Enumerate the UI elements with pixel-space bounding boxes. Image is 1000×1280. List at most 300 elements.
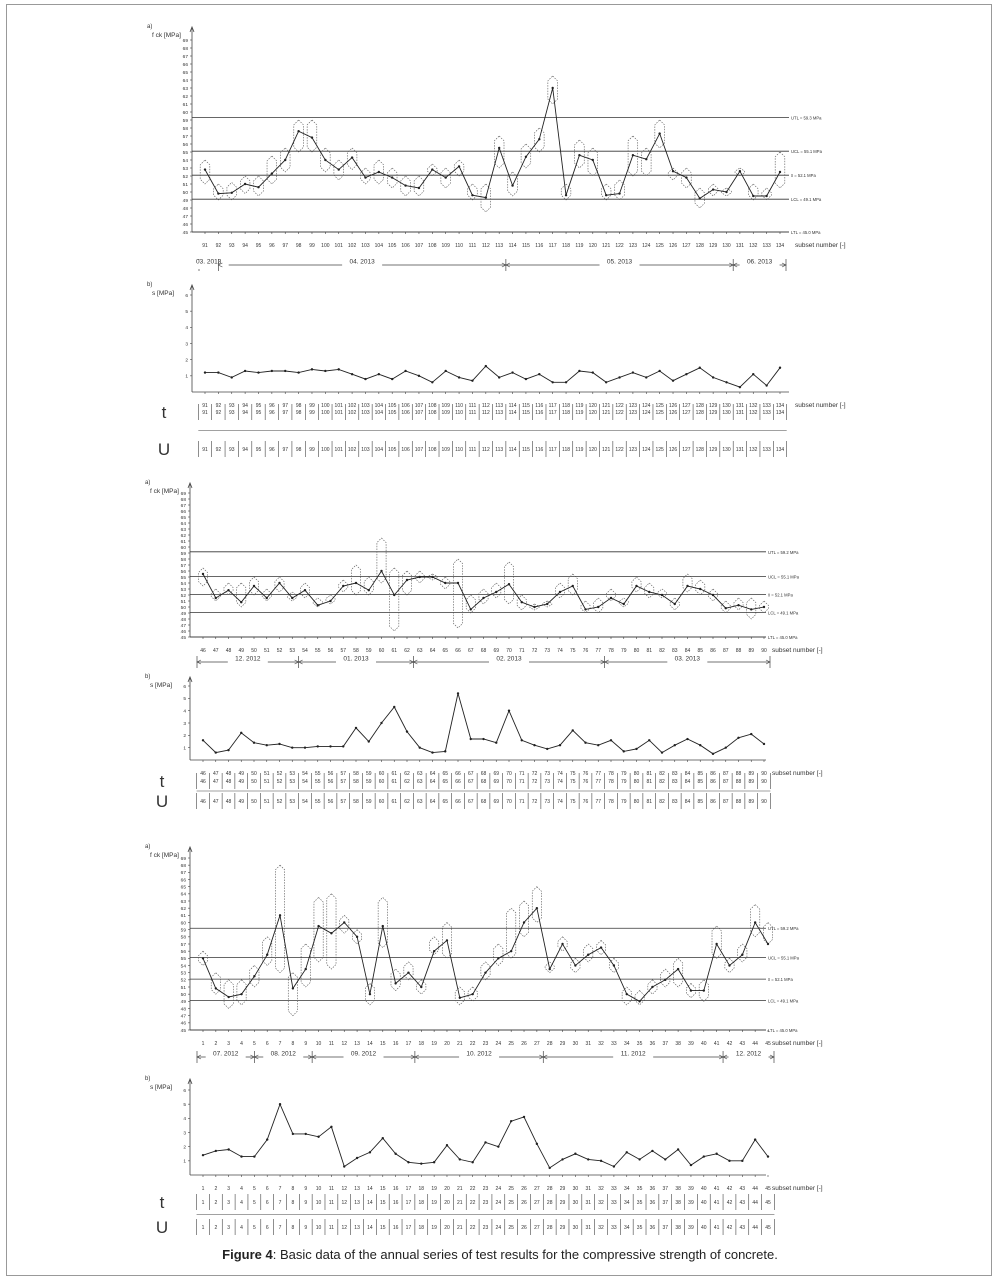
series-b-sd-x-tick-label: 47 (212, 771, 219, 777)
series-b-sd-row-t-cell: 86 (710, 779, 716, 785)
series-c-mean-data-point (317, 925, 319, 927)
series-b-mean-x-tick-label: 87 (722, 648, 729, 654)
series-b-mean-data-point (431, 576, 433, 578)
series-b-sd-x-tick-label: 75 (569, 771, 576, 777)
series-b-sd-row-t-cell: 80 (633, 779, 640, 785)
series-c-mean-data-point (433, 950, 435, 952)
series-c-mean-y-tick-label: 49 (180, 1000, 186, 1006)
series-c-mean-x-tick-label: 11 (328, 1041, 335, 1047)
series-a-sd-data-point (765, 384, 767, 386)
series-a-mean-x-tick-label: 115 (521, 243, 530, 249)
series-b-sd-x-tick-label: 86 (710, 771, 716, 777)
series-a-mean-data-point (685, 176, 687, 178)
series-b-sd-row-t-cell: 82 (659, 779, 665, 785)
series-a-sd-row-t-cell: 109 (441, 410, 450, 416)
series-c-mean-x-tick-label: 7 (278, 1041, 282, 1047)
series-b-sd-x-tick-label: 84 (684, 771, 691, 777)
series-b-sd-row-U-cell: 58 (353, 799, 359, 805)
series-c-sd-row-U-cell: 15 (379, 1225, 386, 1231)
series-b-mean-data-point (266, 597, 268, 599)
series-c-sd-row-U-cell: 7 (278, 1225, 282, 1231)
series-c-sd-row-U-cell: 3 (227, 1225, 231, 1231)
series-a-mean-data-point (458, 165, 460, 167)
series-b-sd-data-point (266, 744, 268, 746)
series-b-sd-row-t-cell: 60 (378, 779, 385, 785)
series-b-mean-period-label: 03. 2013 (674, 655, 700, 663)
series-c-sd-data-point (626, 1151, 628, 1153)
series-a-sd-x-tick-label: 96 (269, 403, 275, 409)
series-b-mean-data-point (457, 582, 459, 584)
series-b-sd-row-U-cell: 74 (557, 799, 563, 805)
series-c-sd-row-t-cell: 23 (482, 1200, 489, 1206)
series-a-sd-x-tick-label: 133 (762, 403, 771, 409)
series-a-sd-x-tick-label: 129 (708, 403, 718, 409)
series-a-sd-x-tick-label: 104 (374, 403, 384, 409)
series-a-mean-data-point (244, 183, 246, 185)
series-a-mean-x-tick-label: 112 (481, 243, 490, 249)
series-c-mean-y-label: f ck [MPa] (150, 852, 179, 859)
series-b-sd-x-tick-label: 60 (378, 771, 385, 777)
series-a-mean-data-point (231, 192, 233, 194)
series-a-sd-data-point (511, 371, 513, 373)
series-c-mean-data-point (664, 979, 666, 981)
series-b-mean-x-tick-label: 68 (480, 648, 487, 654)
series-a-mean-x-tick-label: 98 (295, 243, 302, 249)
series-b-mean-x-tick-label: 84 (684, 648, 691, 654)
series-b-sd-row-U-cell: 53 (289, 799, 296, 805)
series-c-sd-x-tick-label: 12 (341, 1186, 348, 1192)
series-c-sd-row-U-cell: 20 (444, 1225, 450, 1231)
series-c-mean-data-point (266, 954, 268, 956)
series-a-sd-data-point (458, 376, 460, 378)
series-c-sd-row-U-cell: 8 (291, 1225, 295, 1231)
series-a-mean-x-tick-label: 125 (655, 243, 664, 249)
series-b-mean-data-point (355, 582, 357, 584)
series-b-sd-row-t-cell: 67 (467, 779, 474, 785)
series-a-sd-row-t-cell: 117 (548, 410, 557, 416)
series-c-sd-row-U-cell: 30 (572, 1225, 579, 1231)
series-b-mean-range-capsule (326, 595, 335, 604)
series-a-mean-x-tick-label: 120 (588, 243, 597, 249)
series-b-mean-x-tick-label: 73 (544, 648, 551, 654)
series-b-mean-x-tick-label: 62 (404, 648, 410, 654)
series-a-sd-x-tick-label: 108 (428, 403, 437, 409)
series-a-sd-x-tick-label: 109 (441, 403, 450, 409)
series-c-sd-x-tick-label: 15 (379, 1186, 386, 1192)
series-b-mean-data-point (253, 585, 255, 587)
series-c-mean-x-tick-label: 26 (521, 1041, 527, 1047)
series-b-sd-row-t-cell: 63 (416, 779, 423, 785)
series-b-sd-row-t-cell: 83 (671, 779, 678, 785)
series-b-mean-x-tick-label: 60 (378, 648, 385, 654)
series-b-sd-panel-label: b) (145, 674, 151, 680)
series-c-sd-row-t-cell: 31 (585, 1200, 592, 1206)
series-b-mean-data-point (470, 608, 472, 610)
series-c-mean-data-point (459, 997, 461, 999)
series-c-mean-data-point (677, 968, 679, 970)
series-c-mean-limit-label: LTL = 45.0 MPa (768, 1028, 798, 1033)
series-a-sd-data-point (217, 371, 219, 373)
series-a-mean-range-capsule (414, 176, 424, 196)
series-a-sd-row-U-cell: 107 (414, 447, 424, 453)
series-c-sd-data-point (767, 1155, 769, 1157)
series-b-sd-row-U-cell: 46 (200, 799, 206, 805)
series-c-mean-range-capsule (661, 969, 670, 987)
series-c-sd-row-U-cell: 26 (521, 1225, 527, 1231)
series-c-sd-x-tick-label: 43 (739, 1186, 746, 1192)
series-a-sd-data-point (779, 367, 781, 369)
series-a-mean-data-point (204, 168, 206, 170)
series-c-sd-data-point (420, 1162, 422, 1164)
series-b-sd-row-t-cell: 48 (225, 779, 232, 785)
series-b-mean-y-label: f ck [MPa] (150, 488, 179, 495)
series-a-sd-x-tick-label: 117 (548, 403, 557, 409)
series-b-sd-row-U-cell: 72 (531, 799, 538, 805)
series-b-mean-data-point (393, 594, 395, 596)
series-b-mean-y-tick-label: 48 (180, 617, 186, 623)
series-b-mean-y-tick-label: 60 (180, 545, 186, 551)
series-b-mean-data-point (342, 585, 344, 587)
series-b-mean-x-tick-label: 88 (735, 648, 742, 654)
series-b-sd-data-point (215, 751, 217, 753)
series-b-mean-y-tick-label: 58 (180, 557, 186, 563)
series-a-mean-x-tick-label: 129 (708, 243, 718, 249)
series-b-sd-data-point (661, 751, 663, 753)
series-a-mean-data-point (284, 159, 286, 161)
series-c-sd-data-point (330, 1126, 332, 1128)
series-b-sd-data-point (368, 740, 370, 742)
series-c-mean-x-tick-label: 6 (265, 1041, 269, 1047)
series-a-sd-row-t-cell: 91 (202, 410, 208, 416)
series-c-sd-x-tick-label: 9 (304, 1186, 308, 1192)
series-b-mean-x-tick-label: 82 (659, 648, 665, 654)
series-c-sd-row-U-cell: 9 (304, 1225, 308, 1231)
series-b-sd-row-U-cell: 70 (506, 799, 512, 805)
series-b-sd-data-point (674, 744, 676, 746)
series-a-mean-y-tick-label: 64 (182, 78, 188, 84)
series-a-sd-x-tick-label: 100 (321, 403, 330, 409)
series-c-sd-row-U-cell: 32 (598, 1225, 604, 1231)
series-a-sd-row-t-cell: 116 (535, 410, 544, 416)
series-b-mean-data-point (482, 597, 484, 599)
series-b-sd-y-tick-label: 2 (183, 734, 186, 740)
series-b-sd-x-tick-label: 77 (595, 771, 602, 777)
series-c-mean-data-point (305, 968, 307, 970)
series-a-sd-row-U-cell: 123 (628, 447, 638, 453)
series-a-sd-x-tick-label: 102 (347, 403, 357, 409)
series-c-mean-x-tick-label: 23 (482, 1041, 489, 1047)
series-b-mean-data-point (699, 588, 701, 590)
series-b-sd-row-U-label: U (155, 792, 169, 811)
series-b-sd-row-t-cell: 81 (646, 779, 653, 785)
series-c-sd-data-point (292, 1133, 294, 1135)
series-a-sd-row-t-cell: 93 (228, 410, 235, 416)
series-a-sd-data-point (418, 375, 420, 377)
series-b-mean-data-point (304, 589, 306, 591)
series-c-mean-x-tick-label: 2 (214, 1041, 218, 1047)
series-a-sd-row-t-cell: 130 (722, 410, 731, 416)
series-a-sd-x-tick-label: 115 (521, 403, 530, 409)
series-c-sd-data-point (266, 1138, 268, 1140)
series-c-sd-row-t-cell: 19 (431, 1200, 437, 1206)
series-a-mean-data-point (565, 194, 567, 196)
series-c-sd-panel-label: b) (145, 1076, 151, 1082)
series-a-sd-data-point (231, 376, 233, 378)
series-c-mean-range-capsule (314, 897, 323, 962)
series-b-mean-x-tick-label: 71 (518, 648, 525, 654)
series-b-sd-row-t-cell: 52 (276, 779, 283, 785)
series-c-sd-row-t-cell: 17 (405, 1200, 412, 1206)
series-b-mean-x-tick-label: 47 (212, 648, 219, 654)
series-b-sd-x-tick-label: 49 (238, 771, 245, 777)
series-a-mean-period-label: 06. 2013 (746, 258, 773, 266)
series-b-sd-data-point (546, 748, 548, 750)
series-c-mean-data-point (754, 921, 756, 923)
series-b-mean-x-tick-label: 79 (620, 648, 627, 654)
series-c-mean-x-tick-label: 12 (341, 1041, 348, 1047)
series-b-sd-x-tick-label: 58 (353, 771, 359, 777)
series-a-mean-data-point (404, 184, 406, 186)
series-a-sd-data-point (685, 373, 687, 375)
series-b-sd-row-U-cell: 49 (238, 799, 245, 805)
series-b-sd-x-tick-label: 90 (761, 771, 767, 777)
series-c-mean-x-tick-label: 40 (701, 1041, 707, 1047)
series-c-mean-data-point (446, 939, 448, 941)
series-a-sd-row-t-cell: 132 (749, 410, 758, 416)
series-b-sd-x-tick-label: 54 (302, 771, 308, 777)
series-b-sd-row-U-cell: 89 (748, 799, 755, 805)
series-b-mean-range-capsule (734, 598, 743, 610)
series-a-sd-row-U-cell: 133 (762, 447, 771, 453)
series-a-sd-y-tick-label: 5 (185, 309, 188, 315)
series-a-sd-row-t-cell: 100 (321, 410, 330, 416)
series-a-mean-range-capsule (494, 136, 504, 168)
series-c-sd-x-tick-label: 19 (431, 1186, 437, 1192)
series-a-mean-x-tick-label: 99 (309, 243, 315, 249)
series-c-sd-x-tick-label: 13 (354, 1186, 360, 1192)
series-c-mean-x-tick-label: 28 (546, 1041, 553, 1047)
series-a-mean-x-tick-label: 113 (495, 243, 504, 249)
series-b-mean-y-tick-label: 53 (180, 587, 186, 593)
series-a-mean-y-tick-label: 62 (182, 94, 188, 100)
series-a-mean-limit-label: x̄ = 52.1 MPa (791, 173, 816, 179)
series-b-sd-x-tick-label: 68 (480, 771, 487, 777)
series-b-sd-x-tick-label: 59 (365, 771, 372, 777)
series-b-mean-data-point (597, 606, 599, 608)
series-a-sd-x-tick-label: 131 (735, 403, 745, 409)
series-c-sd-data-point (728, 1160, 730, 1162)
series-c-mean-x-tick-label: 13 (354, 1041, 360, 1047)
series-a-mean-y-tick-label: 57 (182, 134, 188, 140)
series-b-sd-row-t-label: t (159, 772, 165, 791)
series-b-sd-row-U-cell: 75 (569, 799, 576, 805)
series-a-mean-y-tick-label: 69 (182, 38, 188, 44)
series-a-mean-range-capsule (748, 184, 758, 200)
series-c-mean-data-point (523, 921, 525, 923)
series-a-sd-x-tick-label: 125 (655, 403, 664, 409)
series-b-sd-data-point (750, 733, 752, 735)
series-c-mean-x-tick-label: 36 (649, 1041, 656, 1047)
series-c-sd-row-U-cell: 33 (611, 1225, 617, 1231)
series-c-sd-data-point (305, 1133, 307, 1135)
series-a-sd-y-tick-label: 4 (185, 326, 188, 332)
series-c-sd-data-point (600, 1160, 602, 1162)
series-a-sd-x-tick-label: 112 (481, 403, 490, 409)
series-a-sd-data-point (498, 376, 500, 378)
series-c-sd-data-point (446, 1144, 448, 1146)
series-b-mean-x-tick-label: 59 (365, 648, 372, 654)
series-b-mean-y-tick-label: 65 (180, 515, 186, 521)
series-a-mean-series-line (205, 88, 780, 198)
series-b-mean-x-tick-label: 61 (391, 648, 398, 654)
series-a-sd-row-t-cell: 134 (775, 410, 785, 416)
series-c-sd-row-t-cell: 27 (534, 1200, 540, 1206)
series-c-sd-x-tick-label: 20 (444, 1186, 450, 1192)
series-a-sd-row-t-cell: 111 (468, 410, 477, 416)
series-a-sd-x-tick-label: 93 (228, 403, 235, 409)
series-c-sd-data-point (317, 1136, 319, 1138)
series-a-sd-row-U-label: U (157, 440, 171, 459)
series-c-mean-data-point (420, 986, 422, 988)
series-c-sd-data-point (549, 1167, 551, 1169)
series-a-sd-row-t-cell: 110 (455, 410, 464, 416)
series-a-sd-x-tick-label: 126 (668, 403, 678, 409)
series-b-mean-data-point (291, 597, 293, 599)
series-c-mean-data-point (741, 954, 743, 956)
series-b-sd-row-U-cell: 78 (608, 799, 614, 805)
series-b-sd-data-point (419, 746, 421, 748)
series-b-sd-x-tick-label: 61 (391, 771, 398, 777)
series-b-mean-range-capsule (453, 559, 462, 628)
series-b-sd-x-tick-label: 67 (467, 771, 474, 777)
series-c-sd-data-point (369, 1151, 371, 1153)
series-a-mean-x-tick-label: 105 (388, 243, 397, 249)
series-b-sd-data-point (610, 739, 612, 741)
series-b-sd-data-point (699, 744, 701, 746)
series-c-sd-row-t-cell: 7 (278, 1200, 282, 1206)
series-c-mean-y-tick-label: 58 (180, 935, 186, 941)
series-a-sd-x-tick-label: 121 (601, 403, 611, 409)
series-c-mean-y-tick-label: 63 (180, 899, 186, 905)
series-a-mean-x-tick-label: 119 (575, 243, 584, 249)
series-c-sd-row-U-cell: 19 (431, 1225, 437, 1231)
series-a-mean-data-point (605, 194, 607, 196)
series-c-sd-data-point (638, 1158, 640, 1160)
series-c-sd-row-t-cell: 6 (265, 1200, 269, 1206)
series-c-sd-row-U-cell: 2 (214, 1225, 218, 1231)
series-b-sd-row-t-cell: 69 (493, 779, 500, 785)
series-b-mean-data-point (648, 591, 650, 593)
series-c-sd-row-t-cell: 20 (444, 1200, 450, 1206)
series-c-sd-row-t-cell: 12 (341, 1200, 348, 1206)
series-c-sd-row-t-cell: 4 (240, 1200, 243, 1206)
series-b-mean-y-tick-label: 45 (180, 635, 186, 641)
series-b-mean-y-tick-label: 47 (180, 623, 186, 629)
series-c-mean-data-point (253, 975, 255, 977)
series-a-mean-data-point (645, 158, 647, 160)
series-b-mean-data-point (533, 606, 535, 608)
series-a-sd-data-point (284, 370, 286, 372)
series-c-sd-row-U-cell: 27 (534, 1225, 540, 1231)
series-b-mean-y-tick-label: 69 (180, 491, 186, 497)
series-b-mean-range-capsule (504, 562, 513, 604)
series-a-mean-data-point (538, 138, 540, 140)
caption-label: Figure 4 (222, 1247, 273, 1262)
series-c-sd-data-point (253, 1155, 255, 1157)
series-c-mean-y-tick-label: 60 (180, 921, 186, 927)
series-a-mean-data-point (471, 194, 473, 196)
series-c-sd-x-tick-label: 29 (559, 1186, 566, 1192)
series-b-sd-x-tick-label: 50 (251, 771, 257, 777)
series-c-mean-range-capsule (263, 937, 272, 966)
series-a-sd-data-point (404, 370, 406, 372)
series-a-sd-row-U-cell: 96 (269, 447, 275, 453)
series-c-sd-data-point (677, 1148, 679, 1150)
series-a-mean-y-tick-label: 47 (182, 214, 188, 220)
series-c-mean-x-tick-label: 4 (240, 1041, 243, 1047)
series-b-sd-row-U-cell: 50 (251, 799, 257, 805)
series-a-mean-x-tick-label: 95 (255, 243, 262, 249)
series-c-sd-x-tick-label: 40 (701, 1186, 707, 1192)
series-c-mean-data-point (703, 989, 705, 991)
series-a-mean-range-capsule (588, 148, 598, 176)
series-a-sd-row-U-cell: 101 (334, 447, 343, 453)
series-c-mean-x-tick-label: 24 (495, 1041, 502, 1047)
series-c-mean-series-line (203, 908, 768, 1001)
series-b-mean-x-tick-label: 58 (353, 648, 359, 654)
series-a-sd-row-U-cell: 121 (601, 447, 611, 453)
series-b-sd-y-tick-label: 1 (183, 746, 186, 752)
series-c-mean-data-point (767, 943, 769, 945)
series-b-mean-x-tick-label: 46 (200, 648, 206, 654)
series-b-mean-x-tick-label: 86 (710, 648, 716, 654)
series-b-sd-row-U-cell: 57 (340, 799, 347, 805)
series-c-mean-range-capsule (404, 962, 413, 980)
series-a-sd-data-point (204, 371, 206, 373)
series-c-sd-x-tick-label: 3 (227, 1186, 231, 1192)
series-c-sd-row-t-cell: 32 (598, 1200, 604, 1206)
series-c-sd-x-tick-label: 22 (469, 1186, 476, 1192)
series-b-mean-data-point (750, 608, 752, 610)
series-c-sd-row-U-cell: 12 (341, 1225, 348, 1231)
series-b-sd-row-U-cell: 54 (302, 799, 308, 805)
series-c-mean-data-point (343, 921, 345, 923)
series-c-sd-data-point (497, 1145, 499, 1147)
series-b-sd-x-tick-label: 80 (633, 771, 640, 777)
series-a-sd-row-t-cell: 123 (628, 410, 638, 416)
series-a-sd-x-tick-label: 103 (361, 403, 370, 409)
series-c-sd-x-tick-label: 33 (611, 1186, 617, 1192)
series-c-sd-data-point (664, 1158, 666, 1160)
series-c-mean-y-tick-label: 45 (180, 1028, 186, 1034)
series-a-sd-row-U-cell: 126 (668, 447, 678, 453)
series-a-sd-row-t-cell: 127 (682, 410, 691, 416)
series-c-mean-period-label: 07. 2012 (213, 1050, 239, 1058)
series-a-sd-series-line (205, 366, 780, 387)
series-b-sd-row-U-cell: 59 (365, 799, 372, 805)
series-b-sd-data-point (572, 729, 574, 731)
series-a-sd-row-U-cell: 129 (708, 447, 718, 453)
series-c-mean-x-tick-label: 41 (713, 1041, 720, 1047)
series-c-sd-x-tick-label: 37 (662, 1186, 669, 1192)
series-c-mean-period-label: 08. 2012 (270, 1050, 296, 1058)
series-a-sd-x-tick-label: 114 (508, 403, 517, 409)
series-c-mean-y-tick-label: 66 (180, 878, 186, 884)
series-c-mean-y-tick-label: 54 (180, 964, 186, 970)
series-b-sd-row-U-cell: 66 (455, 799, 461, 805)
series-b-mean-y-tick-label: 52 (180, 593, 186, 599)
series-b-sd-row-t-cell: 72 (531, 779, 538, 785)
